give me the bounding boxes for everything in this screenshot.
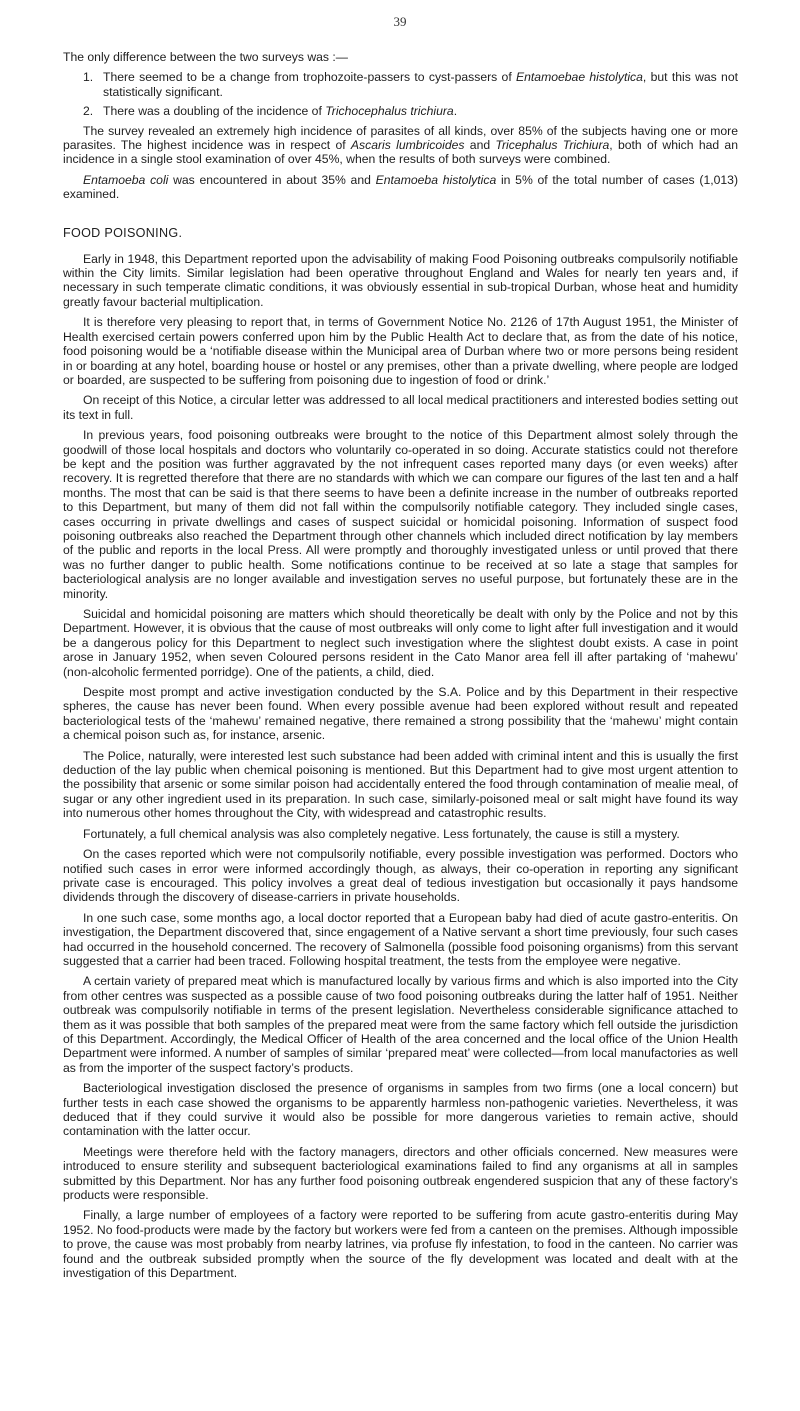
body-paragraph: A certain variety of prepared meat which is manufactured locally by various firms and which is also imported into the City from other centres was suspected as a possible cause of two food poisoning outbreaks during the latter half of 1951. Neither outbreak was compulsorily notifiable in terms of the present legislation. Nevertheless considerable significance attached to them as it was possible that both samples of the prepared meat were from the same factory which fell outside the jurisdiction of this Department. Accordingly, the Medical Officer of Health of the area concerned and the local office of the Union Health Department were informed. A number of samples of similar ‘prepared meat’ were collected—from local manufactories as well as from the importer of the suspect factory’s products. [63,974,738,1075]
species-name: Entamoeba histolytica [375,172,497,187]
text-run: in 5% of the total number of cases (1,013) examined. [63,172,739,202]
section-heading: FOOD POISONING. [63,225,183,240]
body-paragraph: In one such case, some months ago, a local doctor reported that a European baby had died of acute gastro-enteritis. On investigation, the Department discovered that, since engagement of a Native servant a short time previously, four such cases had occurred in the household concerned. The recovery of Salmonella (possible food poisoning organisms) from this servant suggested that a carrier had been traced. Following hospital treatment, the tests from the employee were negative. [63,910,738,968]
body-paragraph: Fortunately, a full chemical analysis was also completely negative. Less fortunately, the cause is still a mystery. [83,826,680,841]
body-paragraph: The Police, naturally, were interested lest such substance had been added with criminal intent and this is usually the first deduction of the lay public when chemical poisoning is mentioned. But this Department had to give most urgent attention to the possibility that arsenic or some similar poison had accidentally entered the food through contamination of mealie meal, of sugar or any other ingredient used in its preparation. In such case, similarly-poisoned meal or salt might have found its way into numerous other homes throughout the City, with widespread and catastrophic results. [63,748,738,821]
body-paragraph: In previous years, food poisoning outbreaks were brought to the notice of this Department almost solely through the goodwill of those local hospitals and doctors who voluntarily co-operated in so doing. Accurate statistics could not therefore be kept and the position was further aggravated by the not infrequent cases reported many days (or even weeks) after recovery. It is regretted therefore that there are no standards with which we can compare our figures of the last ten and a half months. The most that can be said is that there seems to have been a definite increase in the number of outbreaks reported to this Department, but many of them did not fall within the compulsorily notifiable category. They included single cases, cases occurring in private dwellings and cases of suspect suicidal or homicidal poisoning. Information of suspect food poisoning outbreaks also reached the Department through other channels which included direct notification by lay members of the public and reports in the local Press. All were promptly and thoroughly investigated unless or until proved that there was no further danger to public health. Some notifications continue to be received at so late a stage that samples for bacteriological analysis are no longer available and investigation serves no useful purpose, but fortunately these are in the minority. [63,428,738,601]
entamoeba-paragraph [63,173,738,202]
text-run: was encountered in about 35% and [168,172,376,187]
list-item-text: There was a doubling of the incidence of [103,104,326,119]
species-name: Trichocephalus trichiura [325,104,454,119]
body-paragraph: On receipt of this Notice, a circular letter was addressed to all local medical practitioners and interested bodies setting out its text in full. [63,393,738,422]
page-body [63,50,738,1286]
body-paragraph: Finally, a large number of employees of a factory were reported to be suffering from acute gastro-enteritis during May 1952. No food-products were made by the factory but workers were fed from a canteen on the premises. Although impossible to prove, the cause was most probably from nearby latrines, via profuse fly infestation, to food in the canteen. No carrier was found and the outbreak subsided promptly when the source of the fly development was located and dealt with at the investigation of this Department. [63,1208,738,1281]
text-run: and [464,138,496,153]
body-paragraph: Suicidal and homicidal poisoning are matters which should theoretically be dealt with only by the Police and not by this Department. However, it is obvious that the cause of most outbreaks will only come to light after full investigation and it would be a dangerous policy for this Department to neglect such investigation where the slightest doubt exists. A case in point arose in January 1952, when seven Coloured persons resident in the Cato Manor area fell ill after partaking of ‘mahewu’ (non-alcoholic fermented porridge). One of the patients, a child, died. [63,607,738,679]
list-item [83,70,738,99]
body-paragraph: Meetings were therefore held with the factory managers, directors and other officials concerned. New measures were introduced to ensure sterility and subsequent bacteriological examinations failed to find any organisms at all in samples submitted by this Department. Nor has any further food poisoning outbreak engendered suspicion that any of these factory’s products were responsible. [63,1144,738,1203]
intro-paragraph: The only difference between the two surveys was :— [63,50,348,64]
species-name: Tricephalus Trichiura [495,138,610,153]
list-item-text: , but this was not statistically significant. [103,70,738,99]
survey-paragraph [63,124,738,167]
body-paragraph: It is therefore very pleasing to report that, in terms of Government Notice No. 2126 of 17th August 1951, the Minister of Health exercised certain powers conferred upon him by the Public Health Act to declare that, as from the date of his notice, food poisoning would be a ‘notifiable disease within the Municipal area of Durban where two or more persons being resident in or boarding at any hotel, boarding house or hostel or any premises, other than a private dwelling, where people are lodged or boarded, are suspected to be suffering from poisoning due to ingestion of food or drink.’ [63,315,738,387]
page-number: 39 [393,14,407,29]
list-item-number: 2. [83,104,94,119]
species-name: Entamoebae histolytica [516,70,643,85]
species-name: Ascaris lumbricoides [350,138,465,153]
list-item-text: There seemed to be a change from trophozoite-passers to cyst-passers of [103,70,516,85]
body-paragraph: Early in 1948, this Department reported upon the advisability of making Food Poisoning outbreaks compulsorily notifiable within the City limits. Similar legislation had been operative throughout England and Wales for nearly ten years and, if necessary in such temperate climatic conditions, it was obviously essential in sub-tropical Durban, whose heat and humidity greatly favour bacterial multiplication. [63,251,738,309]
body-paragraph: On the cases reported which were not compulsorily notifiable, every possible investigation was performed. Doctors who notified such cases in error were informed accordingly though, as always, their co-operation in reporting any significant private case is encouraged. This policy involves a great deal of tedious investigation but occasionally it pays handsome dividends through the discovery of disease-carriers in private households. [63,847,738,905]
list-item-number: 1. [83,70,94,85]
body-paragraph: Bacteriological investigation disclosed the presence of organisms in samples from two firms (one a local concern) but further tests in each case showed the organisms to be apparently harmless non-pathogenic varieties. Nevertheless, it was deduced that if they could survive it would also be possible for more dangerous varieties to remain active, should contamination with the latter occur. [63,1081,738,1139]
list-item [83,104,738,118]
text-run: The survey revealed an extremely high incidence of parasites of all kinds, over 85% of the subjects having one or more parasites. The highest incidence was in respect of [63,123,738,153]
body-paragraph: Despite most prompt and active investigation conducted by the S.A. Police and by this Department in their respective spheres, the cause has never been found. When every possible avenue had been explored without result and repeated bacteriological tests of the ‘mahewu’ remained negative, there remained a strong possibility that the ‘mahewu’ might contain a chemical poison such as, for instance, arsenic. [63,685,738,743]
list-item-text: . [453,104,458,119]
species-name: Entamoeba coli [83,172,169,187]
text-run: , both of which had an incidence in a single stool examination of over 45%, when the results of both surveys were combined. [63,138,738,167]
